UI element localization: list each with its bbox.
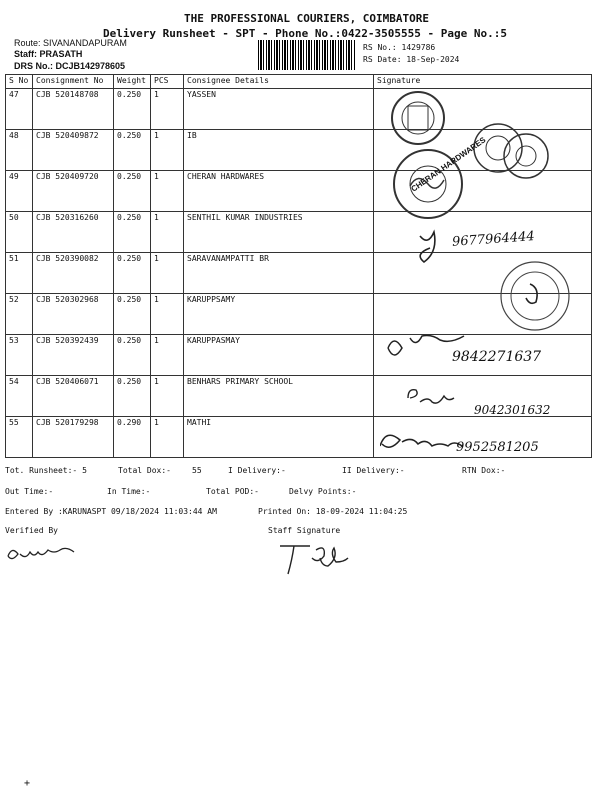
phone-row54: 9042301632 bbox=[474, 403, 551, 417]
verifier-signature bbox=[4, 538, 94, 568]
cell-consignee: IB bbox=[184, 130, 374, 171]
col-header-consignment: Consignment No bbox=[33, 75, 114, 89]
cell-consignee: CHERAN HARDWARES bbox=[184, 171, 374, 212]
route-label: Route: SIVANANDAPURAM bbox=[14, 38, 127, 48]
cell-pcs: 1 bbox=[151, 253, 184, 294]
staff-signature bbox=[276, 538, 366, 578]
cell-weight: 0.290 bbox=[114, 417, 151, 458]
runsheet-subtitle: Delivery Runsheet - SPT - Phone No.:0422-3505555 - Page No.:5 bbox=[103, 27, 507, 40]
cell-weight: 0.250 bbox=[114, 171, 151, 212]
signature-row50 bbox=[420, 232, 435, 262]
entered-by: Entered By :KARUNASPT 09/18/2024 11:03:44 AM bbox=[5, 507, 217, 516]
cell-consignment: CJB 520179298 bbox=[33, 417, 114, 458]
cell-weight: 0.250 bbox=[114, 253, 151, 294]
cell-consignment: CJB 520148708 bbox=[33, 89, 114, 130]
total-dox-label: Total Dox:- bbox=[118, 466, 171, 475]
cell-consignee: KARUPPSAMY bbox=[184, 294, 374, 335]
signature-row55 bbox=[380, 435, 462, 447]
col-header-consignee: Consignee Details bbox=[184, 75, 374, 89]
cell-pcs: 1 bbox=[151, 417, 184, 458]
rs-date: RS Date: 18-Sep-2024 bbox=[363, 55, 460, 64]
cell-pcs: 1 bbox=[151, 294, 184, 335]
col-header-pcs: PCS bbox=[151, 75, 184, 89]
col-header-signature: Signature bbox=[374, 75, 592, 89]
cell-consignment: CJB 520409720 bbox=[33, 171, 114, 212]
cell-weight: 0.250 bbox=[114, 335, 151, 376]
tot-runsheet: Tot. Runsheet:- 5 bbox=[5, 466, 87, 475]
cell-consignee: KARUPPASMAY bbox=[184, 335, 374, 376]
cell-sno: 49 bbox=[6, 171, 33, 212]
cell-sno: 53 bbox=[6, 335, 33, 376]
cell-consignment: CJB 520406071 bbox=[33, 376, 114, 417]
rs-number: RS No.: 1429786 bbox=[363, 43, 436, 52]
phone-row55: 9952581205 bbox=[456, 440, 539, 455]
ii-delivery: II Delivery:- bbox=[342, 466, 405, 475]
rtn-dox: RTN Dox:- bbox=[462, 466, 506, 475]
cell-consignee: MATHI bbox=[184, 417, 374, 458]
saravanampatti-stamp bbox=[501, 262, 569, 330]
staff-signature-label: Staff Signature bbox=[268, 526, 341, 535]
drs-number: DRS No.: DCJB142978605 bbox=[14, 61, 126, 71]
cheran-stamp-text: CHERAN HARDWARES bbox=[409, 135, 488, 194]
printed-on: Printed On: 18-09-2024 11:04:25 bbox=[258, 507, 408, 516]
cell-sno: 50 bbox=[6, 212, 33, 253]
cell-pcs: 1 bbox=[151, 171, 184, 212]
cell-sno: 51 bbox=[6, 253, 33, 294]
bank-stamp bbox=[392, 92, 444, 144]
delvy-points: Delvy Points:- bbox=[289, 487, 357, 496]
total-pod: Total POD:- bbox=[206, 487, 259, 496]
cell-consignment: CJB 520409872 bbox=[33, 130, 114, 171]
col-header-weight: Weight bbox=[114, 75, 151, 89]
phone-row53: 9842271637 bbox=[452, 349, 542, 365]
col-header-sno: S No bbox=[6, 75, 33, 89]
cell-pcs: 1 bbox=[151, 89, 184, 130]
company-title: THE PROFESSIONAL COURIERS, COIMBATORE bbox=[184, 12, 430, 25]
out-time: Out Time:- bbox=[5, 487, 54, 496]
cell-weight: 0.250 bbox=[114, 294, 151, 335]
verified-by: Verified By bbox=[5, 526, 58, 535]
signature-row54 bbox=[408, 390, 454, 403]
cell-weight: 0.250 bbox=[114, 130, 151, 171]
i-delivery: I Delivery:- bbox=[228, 466, 286, 475]
cell-sno: 54 bbox=[6, 376, 33, 417]
cell-sno: 52 bbox=[6, 294, 33, 335]
cell-consignment: CJB 520390082 bbox=[33, 253, 114, 294]
phone-row50: 9677964444 bbox=[451, 229, 536, 250]
cell-pcs: 1 bbox=[151, 335, 184, 376]
stray-mark: + bbox=[24, 778, 31, 789]
cell-sno: 48 bbox=[6, 130, 33, 171]
cell-sno: 55 bbox=[6, 417, 33, 458]
staff-label: Staff: PRASATH bbox=[14, 49, 83, 59]
cell-sno: 47 bbox=[6, 89, 33, 130]
cell-consignment: CJB 520316260 bbox=[33, 212, 114, 253]
cell-consignee: BENHARS PRIMARY SCHOOL bbox=[184, 376, 374, 417]
cell-weight: 0.250 bbox=[114, 376, 151, 417]
cell-weight: 0.250 bbox=[114, 212, 151, 253]
cell-consignment: CJB 520302968 bbox=[33, 294, 114, 335]
cell-weight: 0.250 bbox=[114, 89, 151, 130]
cell-consignee: SARAVANAMPATTI BR bbox=[184, 253, 374, 294]
total-dox-value: 55 bbox=[192, 466, 202, 475]
cell-pcs: 1 bbox=[151, 376, 184, 417]
in-time: In Time:- bbox=[107, 487, 151, 496]
cell-pcs: 1 bbox=[151, 130, 184, 171]
cell-consignee: SENTHIL KUMAR INDUSTRIES bbox=[184, 212, 374, 253]
cell-consignee: YASSEN bbox=[184, 89, 374, 130]
cell-consignment: CJB 520392439 bbox=[33, 335, 114, 376]
cell-pcs: 1 bbox=[151, 212, 184, 253]
round-seal-stamp bbox=[474, 124, 548, 178]
barcode bbox=[258, 40, 356, 70]
